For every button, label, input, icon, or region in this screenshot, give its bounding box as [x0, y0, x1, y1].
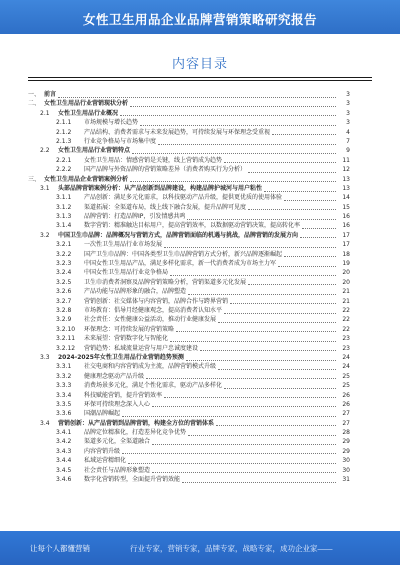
footer-slogan: 让每个人都懂营销	[30, 544, 90, 553]
toc-entry[interactable]	[0, 99, 400, 108]
toc-entry-number: 3.3.6	[56, 410, 72, 418]
toc-entry-title: 国潮品牌崛起	[84, 410, 121, 418]
toc-entry-number: 3.3.3	[56, 382, 72, 390]
toc-entry-page-number: 19	[342, 260, 350, 268]
toc-entry-number: 3.1.3	[56, 213, 72, 221]
toc-entry-title: 前言	[44, 91, 57, 98]
toc-entry-leader	[272, 134, 336, 135]
toc-entry-leader	[218, 369, 336, 370]
toc-entry-page-number: 3	[346, 109, 350, 117]
toc-entry-page-number: 27	[342, 419, 350, 427]
toc-entry-page-number: 12	[342, 166, 350, 174]
toc-entry[interactable]	[0, 428, 400, 437]
toc-entry-leader	[284, 256, 336, 257]
toc-entry-leader	[130, 106, 336, 107]
toc-entry[interactable]	[0, 137, 400, 146]
toc-entry-title: 营销创新：社交媒体与内容营销，品牌合作与跨界营销	[84, 297, 229, 305]
toc-heading: 内容目录	[171, 56, 228, 71]
toc-entry-title: 健康理念驱动产品升级	[84, 372, 145, 380]
toc-entry-page-number: 3	[346, 119, 350, 127]
toc-entry-leader	[302, 228, 336, 229]
toc-entry-leader	[188, 294, 336, 295]
toc-entry-number: 二、	[28, 100, 41, 108]
toc-entry[interactable]	[0, 268, 400, 277]
toc-entry-title: 品牌定位精准化，打造差异化竞争优势	[84, 429, 187, 437]
toc-entry-page-number: 3	[346, 91, 350, 98]
toc-entry-title: 社交电商和内容营销成为主流，品牌营销模式升级	[84, 363, 217, 371]
toc-entry-page-number: 20	[342, 269, 350, 277]
toc-entry-title: 女性卫生用品行业概况	[58, 109, 119, 117]
toc-entry-title: 女性卫生用品行业营销现状分析	[44, 100, 129, 108]
toc-top-rule-thin	[28, 80, 372, 81]
toc-entry-page-number: 29	[342, 438, 350, 446]
toc-entry-title: 市场教育：倡导月经健康观念，提高消费者认知水平	[84, 306, 223, 314]
toc-entry-title: 社会责任：女性健康公益活动，推动行业健康发展	[84, 316, 217, 324]
toc-entry-page-number: 9	[346, 147, 350, 155]
toc-entry-number: 2.2	[40, 147, 50, 155]
toc-entry-leader	[224, 313, 336, 314]
toc-entry-page-number: 26	[342, 391, 350, 399]
toc-entry-title: 女性卫生用品行业营销特点	[58, 147, 131, 155]
toc-entry[interactable]	[0, 419, 400, 428]
toc-entry-leader	[164, 247, 336, 248]
toc-entry-leader	[188, 435, 336, 436]
toc-entry-number: 3.2.11	[56, 335, 76, 343]
toc-entry-title: 中国女性卫生用品产品，满足多样化需求，新一代消费者成为市场主力军	[84, 260, 277, 268]
toc-entry-title: 消费场景多元化，满足个性化需求，驱动产品多样化	[84, 382, 223, 390]
report-header-band	[0, 0, 400, 34]
toc-top-rule	[28, 77, 372, 78]
toc-entry[interactable]	[0, 391, 400, 400]
toc-entry-page-number: 22	[342, 306, 350, 314]
toc-entry-leader	[216, 425, 336, 426]
toc-entry-title: 营销创新：从产品营销到品牌营销，构建全方位的营销体系	[58, 419, 215, 427]
toc-entry-leader	[186, 360, 336, 361]
toc-entry[interactable]	[0, 118, 400, 127]
toc-entry-number: 3.2	[40, 231, 50, 239]
toc-entry[interactable]	[0, 362, 400, 371]
toc-entry-title: 产品结构、消费者需求与未来发展趋势，可持续发展与环保理念受重视	[84, 128, 271, 136]
toc-entry-number: 3.1.2	[56, 203, 72, 211]
toc-entry-leader	[182, 482, 336, 483]
toc-entry-page-number: 13	[342, 184, 350, 192]
toc-entry-page-number: 28	[342, 429, 350, 437]
toc-entry-leader	[218, 322, 336, 323]
toc-entry[interactable]	[0, 212, 400, 221]
toc-entry-number: 3.2.4	[56, 269, 72, 277]
toc-entry-page-number: 23	[342, 335, 350, 343]
toc-entry[interactable]	[0, 344, 400, 353]
toc-entry-page-number: 31	[342, 476, 350, 484]
toc-entry-number: 2.2.1	[56, 156, 72, 164]
toc-entry[interactable]	[0, 203, 400, 212]
toc-entry-number: 2.1.3	[56, 137, 72, 145]
toc-entry[interactable]	[0, 193, 400, 202]
toc-entry-number: 3.3	[40, 353, 50, 361]
toc-entry-number: 2.1.2	[56, 128, 72, 136]
toc-entry-page-number: 23	[342, 344, 350, 352]
toc-entry-page-number: 3	[346, 100, 350, 108]
toc-entry-page-number: 13	[342, 175, 350, 183]
toc-entry-leader	[300, 237, 336, 238]
toc-entry-page-number: 30	[342, 457, 350, 465]
toc-entry-title: 内容营销升级	[84, 447, 121, 455]
toc-entry[interactable]	[0, 315, 400, 324]
toc-entry[interactable]	[0, 221, 400, 230]
toc-entry-leader	[224, 388, 336, 389]
toc-entry-number: 2.2.2	[56, 166, 72, 174]
toc-entry-leader	[284, 200, 336, 201]
toc-entry-title: 国产卫生巾品牌：中国各类型卫生巾品牌营销方式分析，新兴品牌逐渐崛起	[84, 250, 283, 258]
toc-entry-page-number: 22	[342, 325, 350, 333]
toc-entry-number: 3.3.2	[56, 372, 72, 380]
toc-entry[interactable]	[0, 90, 400, 99]
toc-entry-number: 3.2.3	[56, 260, 72, 268]
toc-entry-title: 数字营销：精准触达目标用户，提高营销效率，以数据驱动营销决策，提高转化率	[84, 222, 301, 230]
toc-entry[interactable]	[0, 240, 400, 249]
toc-entry-leader	[164, 397, 336, 398]
toc-entry-page-number: 18	[342, 250, 350, 258]
toc-entry[interactable]	[0, 231, 400, 240]
toc-entry-page-number: 27	[342, 410, 350, 418]
toc-entry-page-number: 16	[342, 222, 350, 230]
toc-entry[interactable]	[0, 146, 400, 155]
toc-entry-number: 三、	[28, 175, 41, 183]
toc-entry-page-number: 21	[342, 288, 350, 296]
toc-entry[interactable]	[0, 372, 400, 381]
toc-entry-leader	[248, 209, 336, 210]
toc-entry-page-number: 4	[346, 128, 350, 136]
toc-entry-leader	[152, 472, 336, 473]
toc-entry[interactable]	[0, 466, 400, 475]
toc-entry[interactable]	[0, 409, 400, 418]
toc-entry[interactable]	[0, 128, 400, 137]
toc-entry-number: 3.4.6	[56, 476, 72, 484]
toc-entry-number: 一、	[28, 91, 41, 98]
toc-entry-leader	[152, 444, 336, 445]
toc-entry[interactable]	[0, 184, 400, 193]
toc-entry-number: 3.4	[40, 419, 50, 427]
toc-entry[interactable]	[0, 334, 400, 343]
toc-entry-leader	[176, 331, 336, 332]
toc-entry-title: 产品创新：满足多元化需求，以科技驱动产品升级，提供更优质的使用体验	[84, 194, 283, 202]
toc-entry-title: 私域运营精细化	[84, 457, 127, 465]
toc-entry-title: 社会责任与品牌形象塑造	[84, 466, 151, 474]
toc-entry-title: 头部品牌营销案例分析：从产品创新到品牌建设，构建品牌护城河与用户粘性	[58, 184, 263, 192]
toc-entry[interactable]	[0, 353, 400, 362]
toc-entry[interactable]	[0, 165, 400, 174]
toc-entry-leader	[187, 219, 336, 220]
toc-entry-leader	[128, 463, 336, 464]
toc-entry-leader	[132, 153, 336, 154]
toc-entry-number: 3.2.10	[56, 325, 76, 333]
toc-entry-leader	[248, 172, 336, 173]
toc-entry-title: 中国卫生巾品牌：品牌概况与营销方式，品牌营销面临的机遇与挑战，品牌营销的发展方向	[58, 231, 299, 239]
toc-entry[interactable]	[0, 259, 400, 268]
toc-entry-page-number: 14	[342, 194, 350, 202]
toc-entry-page-number: 11	[342, 156, 350, 164]
toc-entry-leader	[120, 115, 336, 116]
toc-entry[interactable]	[0, 287, 400, 296]
toc-entry-title: 国产品牌与外资品牌的营销策略差异（消费者购买行为分析）	[84, 166, 247, 174]
toc-entry-page-number: 22	[342, 316, 350, 324]
toc-entry-number: 3.2.6	[56, 288, 72, 296]
toc-entry-leader	[170, 341, 336, 342]
toc-entry-title: 渠道拓展：全渠道布局，线上线下融合发展，提升品牌可见度	[84, 203, 247, 211]
toc-entry-number: 3.4.4	[56, 457, 72, 465]
toc-entry-leader	[130, 181, 336, 182]
toc-entry[interactable]	[0, 400, 400, 409]
toc-entry-page-number: 16	[342, 213, 350, 221]
toc-entry-page-number: 7	[346, 137, 350, 145]
toc-entry-page-number: 26	[342, 400, 350, 408]
toc-entry-title: 2024-2025年女性卫生用品行业营销趋势预测	[58, 353, 184, 361]
toc-entry-page-number: 17	[342, 231, 350, 239]
toc-entry-leader	[248, 284, 336, 285]
toc-entry[interactable]	[0, 381, 400, 390]
toc-list	[0, 90, 400, 484]
toc-entry-leader	[200, 350, 336, 351]
toc-entry-number: 3.2.2	[56, 250, 72, 258]
toc-entry-leader	[122, 453, 336, 454]
toc-entry-number: 2.1.1	[56, 119, 72, 127]
toc-entry-page-number: 29	[342, 447, 350, 455]
toc-entry[interactable]	[0, 306, 400, 315]
toc-entry-title: 女性卫生用品：情感营销是关键，线上营销成为趋势	[84, 156, 223, 164]
toc-entry-number: 3.4.1	[56, 429, 72, 437]
toc-entry-title: 品牌营销：打造品牌IP，引发情感共鸣	[84, 213, 186, 221]
toc-entry-page-number: 17	[342, 241, 350, 249]
toc-entry[interactable]	[0, 456, 400, 465]
toc-entry-number: 3.2.9	[56, 316, 72, 324]
toc-entry[interactable]	[0, 325, 400, 334]
toc-entry[interactable]	[0, 447, 400, 456]
toc-entry-leader	[140, 125, 336, 126]
toc-entry[interactable]	[0, 297, 400, 306]
toc-entry-page-number: 24	[342, 363, 350, 371]
toc-entry-title: 营销趋势：私域流量运营与用户忠诚度建设	[84, 344, 199, 352]
toc-entry-number: 3.4.5	[56, 466, 72, 474]
toc-entry-leader	[230, 303, 336, 304]
report-title: 女性卫生用品企业品牌营销策略研究报告	[82, 13, 317, 27]
toc-entry[interactable]	[0, 437, 400, 446]
toc-entry-number: 3.3.1	[56, 363, 72, 371]
toc-entry-leader	[58, 97, 336, 98]
toc-entry-title: 行业竞争格局与市场集中度	[84, 137, 157, 145]
toc-entry-leader	[278, 266, 336, 267]
toc-entry-page-number: 20	[342, 278, 350, 286]
toc-entry-number: 3.1.4	[56, 222, 72, 230]
toc-entry-page-number: 25	[342, 382, 350, 390]
toc-entry-title: 中国女性卫生用品行业竞争格局	[84, 269, 169, 277]
toc-entry[interactable]	[0, 156, 400, 165]
toc-entry-number: 3.4.3	[56, 447, 72, 455]
toc-entry-number: 3.1	[40, 184, 50, 192]
toc-entry[interactable]	[0, 250, 400, 259]
toc-entry-leader	[122, 416, 336, 417]
toc-entry-title: 数字化营销转型，全面提升营销效能	[84, 476, 181, 484]
toc-entry-title: 市场规模与增长趋势	[84, 119, 139, 127]
toc-entry-title: 女性卫生用品企业营销案例分析	[44, 175, 129, 183]
toc-entry-page-number: 15	[342, 203, 350, 211]
toc-entry-leader	[170, 275, 336, 276]
toc-entry-page-number: 30	[342, 466, 350, 474]
toc-entry-title: 渠道多元化，全渠道融合	[84, 438, 151, 446]
toc-entry-title: 未来展望：营销数字化与智能化	[84, 335, 169, 343]
toc-entry-page-number: 24	[342, 353, 350, 361]
toc-entry-title: 科技赋能营销，提升营销效率	[84, 391, 163, 399]
toc-entry-number: 3.3.5	[56, 400, 72, 408]
footer-experts-line: 行业专家，营销专家，品牌专家，战略专家，成功企业家——	[130, 544, 333, 553]
report-footer-band	[0, 531, 400, 565]
toc-entry-number: 3.4.2	[56, 438, 72, 446]
toc-entry-number: 2.1	[40, 109, 50, 117]
toc-entry-number: 3.1.1	[56, 194, 72, 202]
toc-entry-title: 卫生巾消费者洞察及品牌营销策略分析，营销渠道多元化发展	[84, 278, 247, 286]
toc-entry-title: 环保可持续理念深入人心	[84, 400, 151, 408]
toc-entry-leader	[158, 144, 336, 145]
toc-entry-number: 3.2.1	[56, 241, 72, 249]
toc-entry-number: 3.2.5	[56, 278, 72, 286]
toc-entry-title: 环保理念：可持续发展的营销策略	[84, 325, 175, 333]
toc-entry-page-number: 21	[342, 297, 350, 305]
toc-entry-leader	[146, 378, 336, 379]
toc-entry-leader	[264, 191, 336, 192]
toc-entry-leader	[152, 406, 336, 407]
toc-entry[interactable]	[0, 109, 400, 118]
toc-entry-leader	[224, 162, 336, 163]
toc-entry-title: 一次性卫生用品行业市场发展	[84, 241, 163, 249]
toc-entry[interactable]	[0, 475, 400, 484]
toc-entry-number: 3.3.4	[56, 391, 72, 399]
toc-entry-number: 3.2.12	[56, 344, 76, 352]
toc-entry-title: 产品功能与品牌形象的融合，品牌塑造	[84, 288, 187, 296]
toc-entry[interactable]	[0, 175, 400, 184]
toc-entry-number: 3.2.7	[56, 297, 72, 305]
toc-entry[interactable]	[0, 278, 400, 287]
toc-entry-page-number: 25	[342, 372, 350, 380]
toc-entry-number: 3.2.8	[56, 306, 72, 314]
